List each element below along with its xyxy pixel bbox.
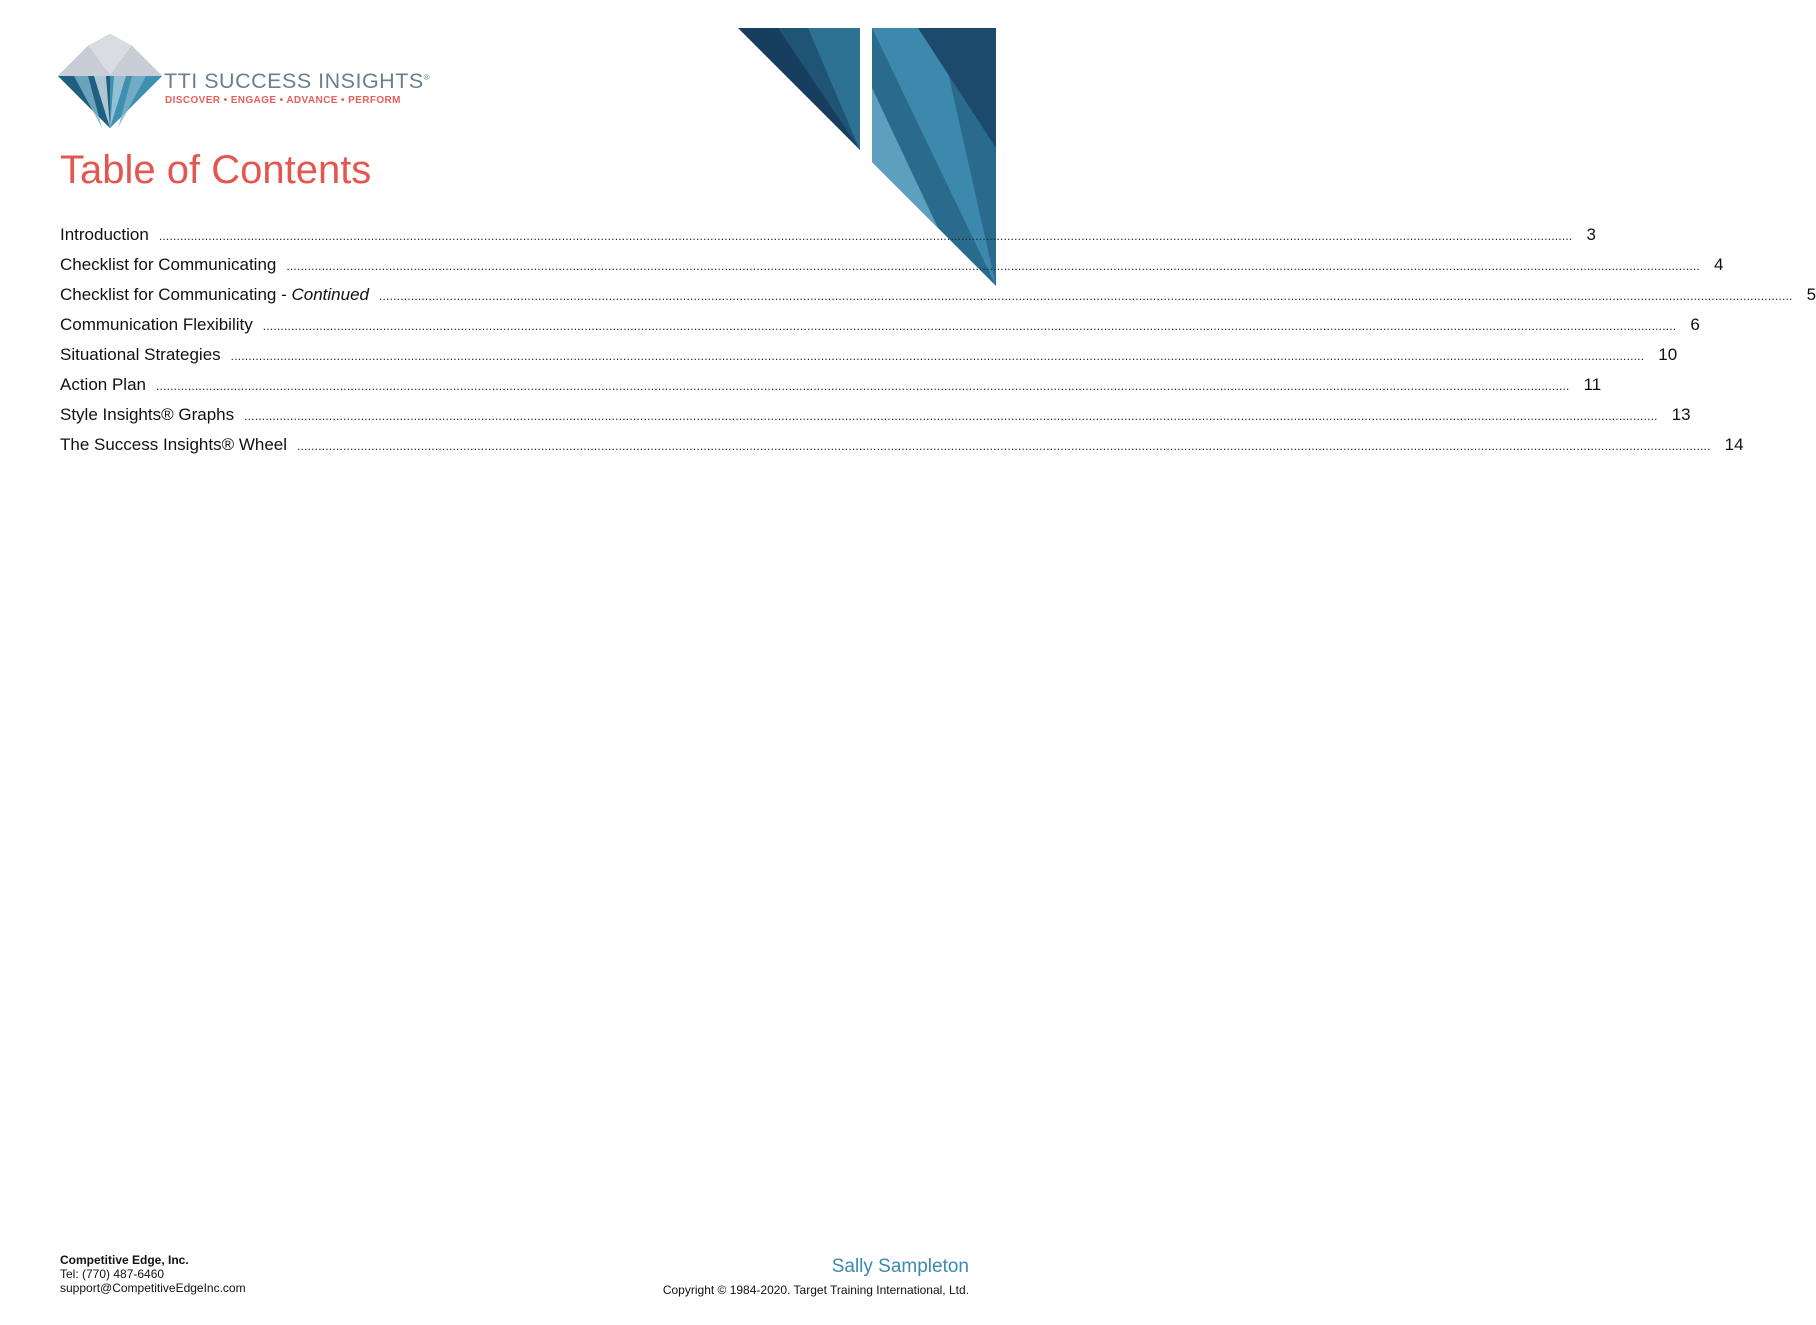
toc-entry-label: Situational Strategies [60, 345, 221, 364]
toc-entry[interactable] [60, 282, 1816, 312]
toc-entry[interactable] [60, 432, 1744, 462]
toc-entry[interactable] [60, 342, 1678, 372]
toc-entry-label-italic: Continued [291, 285, 369, 304]
toc-dot-leader: ................................................................................................................................................................................................................................................................................................................................................................................................................ [286, 259, 1700, 273]
toc-entry-label: Style Insights® Graphs [60, 405, 235, 424]
toc-entry[interactable] [60, 402, 1691, 432]
toc-entry[interactable] [60, 312, 1700, 342]
toc-entry-label: Checklist for Communicating - Continued [60, 285, 369, 304]
toc-dot-leader: ................................................................................................................................................................................................................................................................................................................................................................................................................ [158, 229, 1573, 243]
toc-dot-leader: ................................................................................................................................................................................................................................................................................................................................................................................................................ [156, 379, 1570, 393]
table-of-contents [60, 222, 1816, 462]
toc-dot-leader: ................................................................................................................................................................................................................................................................................................................................................................................................................ [297, 439, 1711, 453]
footer-company: Competitive Edge, Inc. [60, 1253, 189, 1267]
footer-email: support@CompetitiveEdgeInc.com [60, 1281, 246, 1295]
toc-entry[interactable] [60, 222, 1596, 252]
page-title: Table of Contents [60, 148, 372, 192]
toc-entry-label: Introduction [60, 225, 149, 244]
toc-entry[interactable] [60, 372, 1602, 402]
footer-copyright: Copyright © 1984-2020. Target Training International, Ltd. [662, 1283, 969, 1297]
diamond-logo-icon [58, 34, 162, 128]
footer-contact [60, 1253, 246, 1295]
brand-name: TTI SUCCESS INSIGHTS® [164, 69, 431, 93]
toc-dot-leader: ................................................................................................................................................................................................................................................................................................................................................................................................................ [262, 319, 1677, 333]
footer-tel: Tel: (770) 487-6460 [60, 1267, 165, 1281]
toc-entry[interactable] [60, 252, 1724, 282]
toc-dot-leader: ................................................................................................................................................................................................................................................................................................................................................................................................................ [230, 349, 1645, 363]
tti-logo [58, 34, 431, 130]
toc-entry-page: 10 [1658, 345, 1678, 364]
footer-person-name: Sally Sampleton [831, 1256, 969, 1277]
brand-tagline: DISCOVER • ENGAGE • ADVANCE • PERFORM [165, 95, 401, 106]
toc-entry-label: Communication Flexibility [60, 315, 253, 334]
toc-entry-label: Action Plan [60, 375, 146, 394]
toc-entry-page: 14 [1724, 435, 1744, 454]
toc-dot-leader: ................................................................................................................................................................................................................................................................................................................................................................................................................ [244, 409, 1658, 423]
toc-entry-page: 4 [1713, 255, 1724, 274]
toc-entry-page: 13 [1671, 405, 1691, 424]
toc-dot-leader: ................................................................................................................................................................................................................................................................................................................................................................................................................ [378, 289, 1793, 303]
toc-entry-page: 6 [1690, 315, 1700, 334]
toc-entry-page: 5 [1806, 285, 1816, 304]
toc-entry-label: Checklist for Communicating [60, 255, 277, 274]
toc-entry-page: 3 [1586, 225, 1596, 244]
toc-entry-label: The Success Insights® Wheel [60, 435, 288, 454]
toc-entry-page: 11 [1583, 375, 1602, 394]
